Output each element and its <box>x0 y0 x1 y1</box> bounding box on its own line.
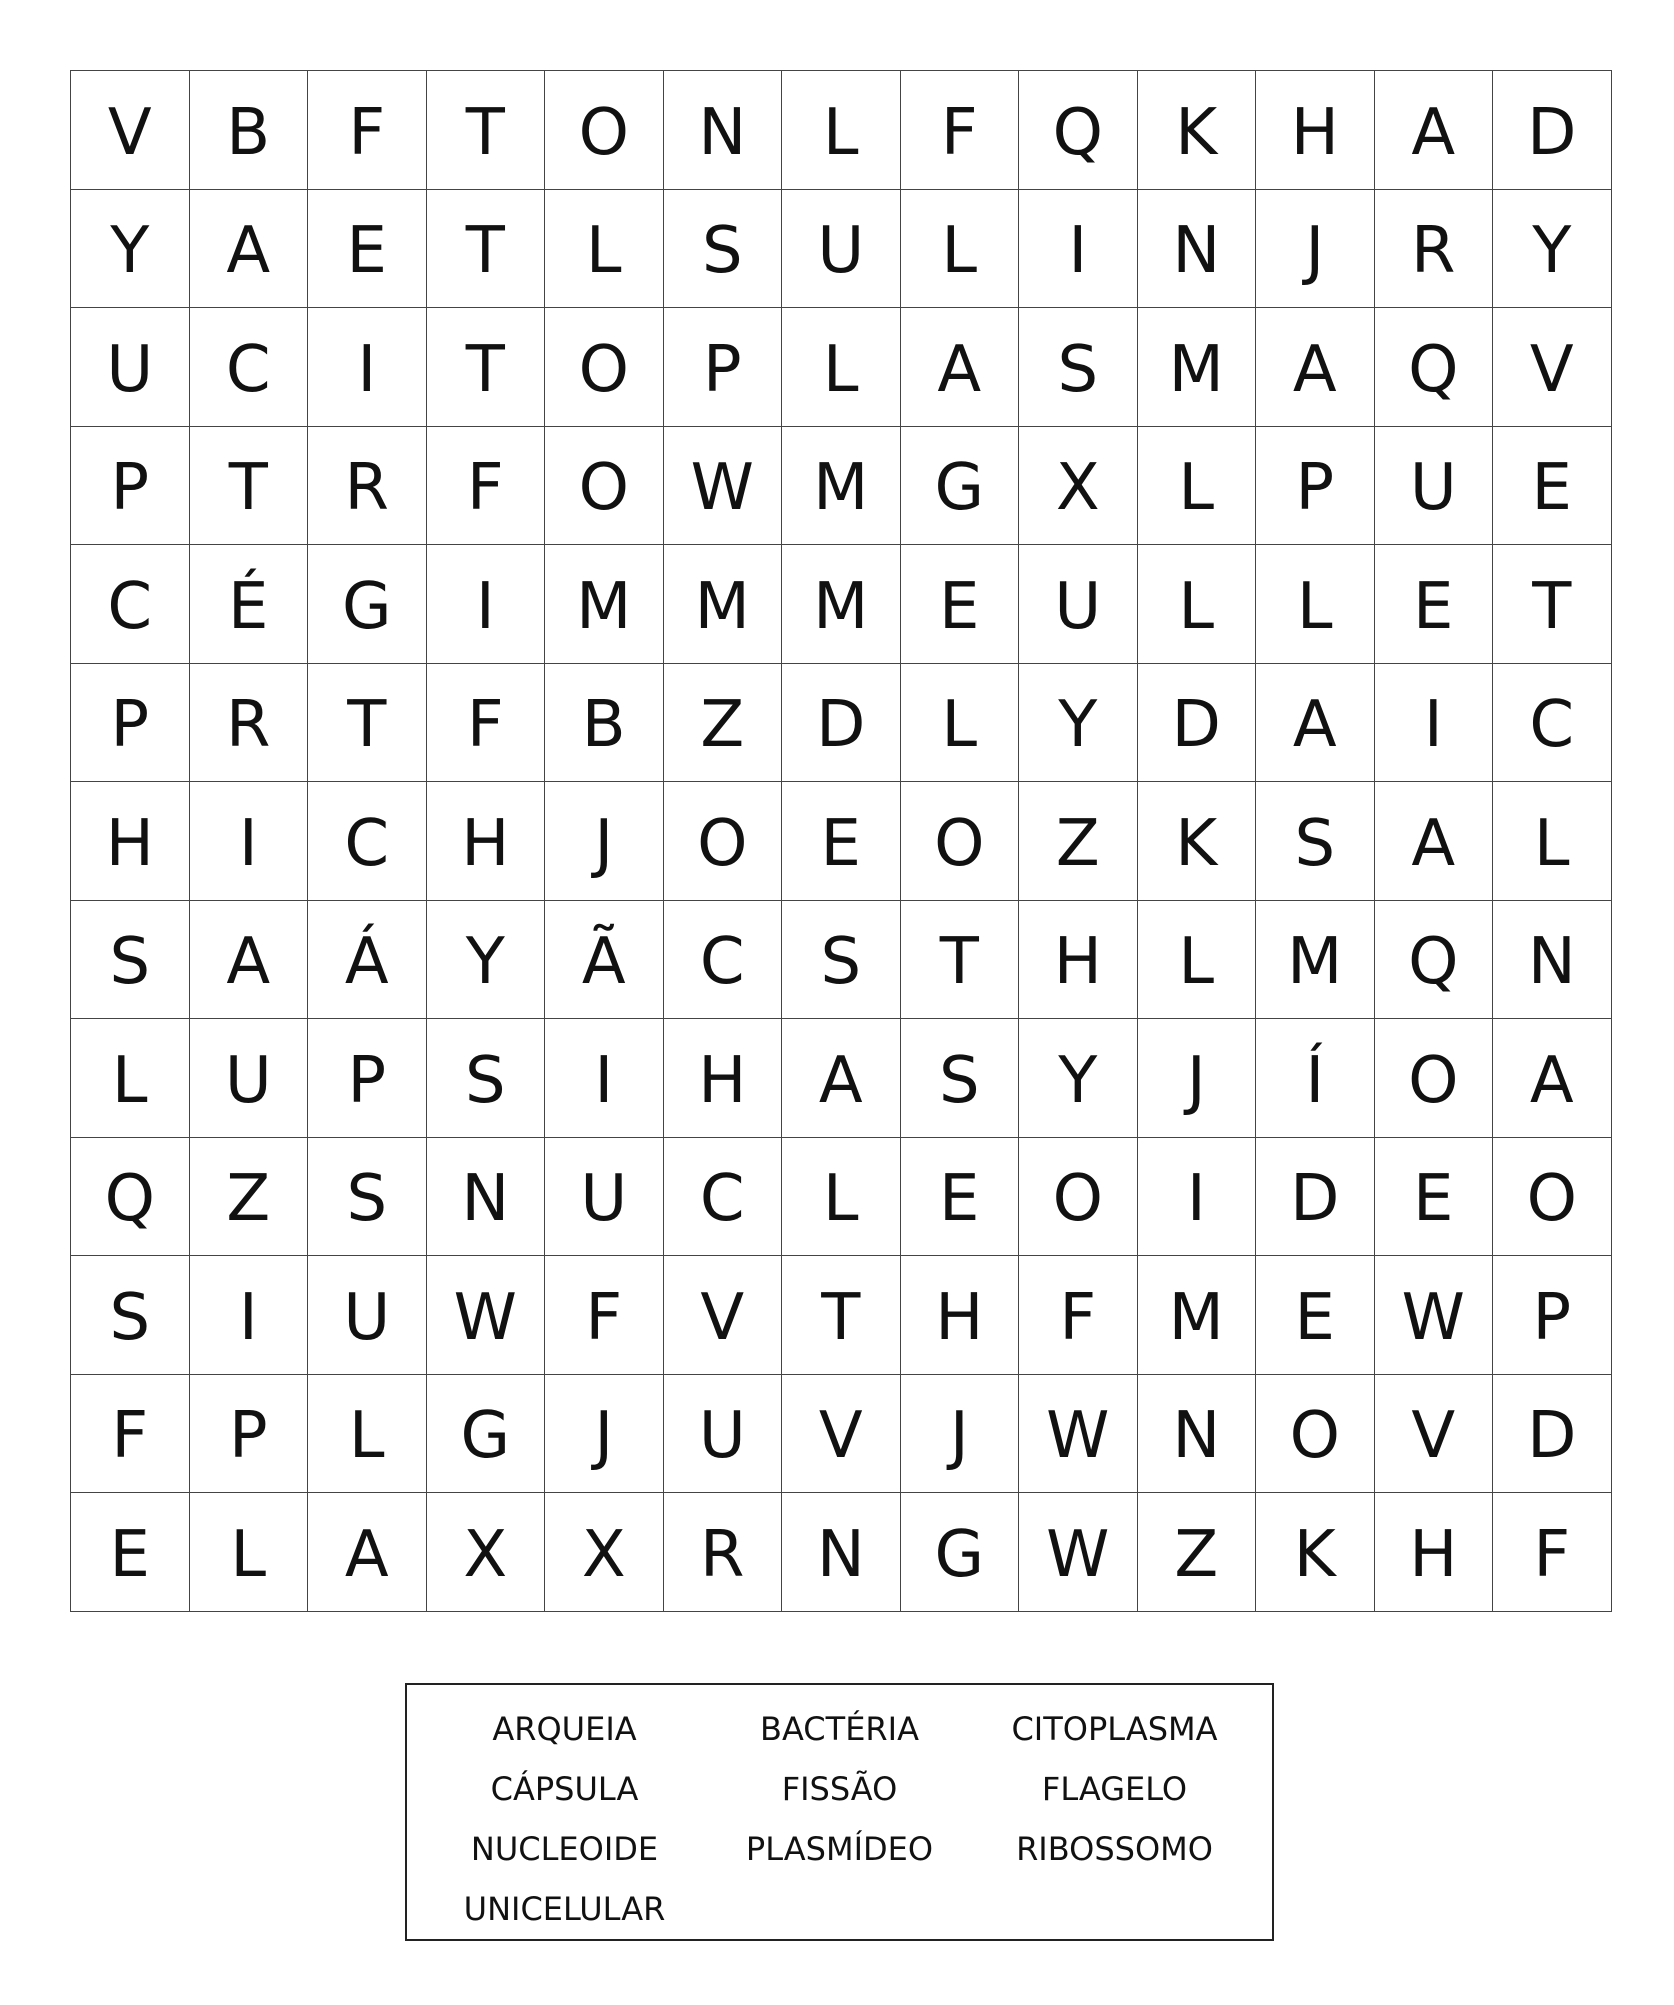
grid-cell[interactable]: E <box>1375 1138 1494 1257</box>
grid-cell[interactable]: H <box>1019 901 1138 1020</box>
grid-cell[interactable]: S <box>901 1019 1020 1138</box>
grid-cell[interactable]: C <box>190 308 309 427</box>
grid-cell[interactable]: F <box>71 1375 190 1494</box>
grid-cell[interactable]: M <box>545 545 664 664</box>
grid-cell[interactable]: U <box>664 1375 783 1494</box>
grid-cell[interactable]: J <box>1138 1019 1257 1138</box>
grid-cell[interactable]: M <box>782 545 901 664</box>
grid-cell[interactable]: L <box>545 190 664 309</box>
grid-cell[interactable]: A <box>901 308 1020 427</box>
grid-cell[interactable]: A <box>1493 1019 1612 1138</box>
grid-cell[interactable]: W <box>1375 1256 1494 1375</box>
word-list-item: PLASMÍDEO <box>745 1830 934 1868</box>
grid-cell[interactable]: K <box>1138 71 1257 190</box>
grid-cell[interactable]: C <box>664 901 783 1020</box>
grid-cell[interactable]: N <box>427 1138 546 1257</box>
grid-cell[interactable]: L <box>1138 545 1257 664</box>
grid-cell[interactable]: D <box>782 664 901 783</box>
grid-cell[interactable]: D <box>1493 1375 1612 1494</box>
grid-cell[interactable]: T <box>308 664 427 783</box>
grid-cell[interactable]: F <box>1019 1256 1138 1375</box>
grid-cell[interactable]: Z <box>664 664 783 783</box>
word-list-item: UNICELULAR <box>463 1890 666 1928</box>
grid-cell[interactable]: I <box>427 545 546 664</box>
grid-cell[interactable]: I <box>308 308 427 427</box>
grid-cell[interactable]: N <box>782 1493 901 1612</box>
grid-cell[interactable]: I <box>190 782 309 901</box>
word-list <box>405 1683 1274 1941</box>
grid-cell[interactable]: E <box>1256 1256 1375 1375</box>
grid-cell[interactable]: O <box>664 782 783 901</box>
grid-cell[interactable]: T <box>190 427 309 546</box>
grid-cell[interactable]: Q <box>1019 71 1138 190</box>
word-list-item: FLAGELO <box>1041 1770 1188 1808</box>
word-list-item: FISSÃO <box>781 1770 898 1808</box>
word-list-item: CÁPSULA <box>490 1770 639 1808</box>
grid-cell[interactable]: P <box>71 427 190 546</box>
grid-cell[interactable]: A <box>1375 71 1494 190</box>
grid-cell[interactable]: S <box>664 190 783 309</box>
grid-cell[interactable]: B <box>190 71 309 190</box>
grid-cell[interactable]: H <box>901 1256 1020 1375</box>
grid-cell[interactable]: L <box>1493 782 1612 901</box>
grid-cell[interactable]: Q <box>71 1138 190 1257</box>
grid-cell[interactable]: S <box>427 1019 546 1138</box>
grid-cell[interactable]: T <box>427 308 546 427</box>
grid-cell[interactable]: G <box>427 1375 546 1494</box>
grid-cell[interactable]: W <box>664 427 783 546</box>
grid-cell[interactable]: N <box>664 71 783 190</box>
grid-cell[interactable]: E <box>308 190 427 309</box>
grid-cell[interactable]: R <box>308 427 427 546</box>
grid-cell[interactable]: P <box>664 308 783 427</box>
grid-cell[interactable]: V <box>664 1256 783 1375</box>
grid-cell[interactable]: T <box>1493 545 1612 664</box>
grid-cell[interactable]: I <box>1019 190 1138 309</box>
grid-cell[interactable]: E <box>901 1138 1020 1257</box>
grid-cell[interactable]: P <box>190 1375 309 1494</box>
grid-cell[interactable]: J <box>545 1375 664 1494</box>
grid-cell[interactable]: E <box>782 782 901 901</box>
grid-cell[interactable]: U <box>71 308 190 427</box>
grid-cell[interactable]: J <box>1256 190 1375 309</box>
grid-cell[interactable]: H <box>427 782 546 901</box>
grid-cell[interactable]: T <box>782 1256 901 1375</box>
grid-cell[interactable]: Ã <box>545 901 664 1020</box>
grid-cell[interactable]: S <box>782 901 901 1020</box>
grid-cell[interactable]: F <box>1493 1493 1612 1612</box>
word-list-item: BACTÉRIA <box>760 1710 919 1748</box>
grid-cell[interactable]: L <box>782 308 901 427</box>
grid-cell[interactable]: J <box>901 1375 1020 1494</box>
grid-cell[interactable]: P <box>308 1019 427 1138</box>
grid-cell[interactable]: L <box>1138 427 1257 546</box>
grid-cell[interactable]: A <box>1256 308 1375 427</box>
grid-cell[interactable]: P <box>1493 1256 1612 1375</box>
grid-cell[interactable]: O <box>545 427 664 546</box>
grid-cell[interactable]: E <box>1375 545 1494 664</box>
grid-cell[interactable]: L <box>308 1375 427 1494</box>
grid-cell[interactable]: F <box>901 71 1020 190</box>
grid-cell[interactable]: G <box>901 1493 1020 1612</box>
grid-cell[interactable]: U <box>190 1019 309 1138</box>
grid-cell[interactable]: N <box>1138 1375 1257 1494</box>
grid-cell[interactable]: A <box>1375 782 1494 901</box>
grid-cell[interactable]: A <box>190 190 309 309</box>
grid-cell[interactable]: L <box>782 71 901 190</box>
grid-cell[interactable]: S <box>1019 308 1138 427</box>
grid-cell[interactable]: L <box>782 1138 901 1257</box>
grid-cell[interactable]: T <box>427 71 546 190</box>
grid-cell[interactable]: W <box>427 1256 546 1375</box>
grid-cell[interactable]: X <box>427 1493 546 1612</box>
grid-cell[interactable]: V <box>1493 308 1612 427</box>
grid-cell[interactable]: K <box>1138 782 1257 901</box>
grid-cell[interactable]: H <box>1375 1493 1494 1612</box>
word-list-item: CITOPLASMA <box>1011 1710 1218 1748</box>
grid-cell[interactable]: O <box>901 782 1020 901</box>
grid-cell[interactable]: Q <box>1375 308 1494 427</box>
grid-cell[interactable]: U <box>782 190 901 309</box>
grid-cell[interactable]: D <box>1256 1138 1375 1257</box>
grid-cell[interactable]: L <box>901 664 1020 783</box>
grid-cell[interactable]: E <box>901 545 1020 664</box>
grid-cell[interactable]: S <box>1256 782 1375 901</box>
grid-cell[interactable]: M <box>1138 308 1257 427</box>
grid-cell[interactable]: O <box>1493 1138 1612 1257</box>
grid-cell[interactable]: R <box>190 664 309 783</box>
grid-cell[interactable]: Á <box>308 901 427 1020</box>
grid-cell[interactable]: C <box>1493 664 1612 783</box>
grid-cell[interactable]: I <box>190 1256 309 1375</box>
grid-cell[interactable]: H <box>664 1019 783 1138</box>
grid-cell[interactable]: K <box>1256 1493 1375 1612</box>
grid-cell[interactable]: M <box>1138 1256 1257 1375</box>
grid-cell[interactable]: M <box>1256 901 1375 1020</box>
grid-cell[interactable]: G <box>901 427 1020 546</box>
grid-cell[interactable]: W <box>1019 1493 1138 1612</box>
grid-cell[interactable]: Z <box>190 1138 309 1257</box>
grid-cell[interactable]: P <box>71 664 190 783</box>
grid-cell[interactable]: O <box>1019 1138 1138 1257</box>
grid-cell[interactable]: F <box>427 427 546 546</box>
grid-cell[interactable]: Z <box>1138 1493 1257 1612</box>
grid-cell[interactable]: M <box>782 427 901 546</box>
grid-cell[interactable]: H <box>1256 71 1375 190</box>
grid-cell[interactable]: U <box>308 1256 427 1375</box>
word-list-item: RIBOSSOMO <box>1016 1830 1213 1868</box>
grid-cell[interactable]: L <box>71 1019 190 1138</box>
grid-cell[interactable]: X <box>1019 427 1138 546</box>
grid-cell[interactable]: D <box>1493 71 1612 190</box>
grid-cell[interactable]: F <box>427 664 546 783</box>
grid-cell[interactable]: T <box>427 190 546 309</box>
grid-cell[interactable]: O <box>1375 1019 1494 1138</box>
grid-cell[interactable]: A <box>782 1019 901 1138</box>
grid-cell[interactable]: O <box>1256 1375 1375 1494</box>
grid-cell[interactable]: Q <box>1375 901 1494 1020</box>
grid-cell[interactable]: L <box>1256 545 1375 664</box>
grid-cell[interactable]: N <box>1138 190 1257 309</box>
grid-cell[interactable]: I <box>1138 1138 1257 1257</box>
grid-cell[interactable]: E <box>1493 427 1612 546</box>
grid-cell[interactable]: L <box>901 190 1020 309</box>
grid-cell[interactable]: Y <box>427 901 546 1020</box>
grid-cell[interactable]: Z <box>1019 782 1138 901</box>
grid-cell[interactable]: L <box>1138 901 1257 1020</box>
grid-cell[interactable]: X <box>545 1493 664 1612</box>
grid-cell[interactable]: V <box>71 71 190 190</box>
grid-cell[interactable]: C <box>308 782 427 901</box>
grid-cell[interactable]: S <box>71 901 190 1020</box>
grid-cell[interactable]: A <box>190 901 309 1020</box>
grid-cell[interactable]: P <box>1256 427 1375 546</box>
grid-cell[interactable]: Í <box>1256 1019 1375 1138</box>
grid-cell[interactable]: É <box>190 545 309 664</box>
grid-cell[interactable]: C <box>71 545 190 664</box>
grid-cell[interactable]: U <box>545 1138 664 1257</box>
grid-cell[interactable]: N <box>1493 901 1612 1020</box>
grid-cell[interactable]: J <box>545 782 664 901</box>
grid-cell[interactable]: T <box>901 901 1020 1020</box>
grid-cell[interactable]: I <box>545 1019 664 1138</box>
grid-cell[interactable]: S <box>308 1138 427 1257</box>
grid-cell[interactable]: B <box>545 664 664 783</box>
grid-cell[interactable]: A <box>1256 664 1375 783</box>
grid-cell[interactable]: A <box>308 1493 427 1612</box>
word-list-item: ARQUEIA <box>492 1710 637 1748</box>
grid-cell[interactable]: M <box>664 545 783 664</box>
grid-cell[interactable]: L <box>190 1493 309 1612</box>
grid-cell[interactable]: H <box>71 782 190 901</box>
grid-cell[interactable]: V <box>782 1375 901 1494</box>
grid-cell[interactable]: V <box>1375 1375 1494 1494</box>
grid-cell[interactable]: Y <box>1019 664 1138 783</box>
grid-cell[interactable]: C <box>664 1138 783 1257</box>
grid-cell[interactable]: U <box>1375 427 1494 546</box>
grid-cell[interactable]: Y <box>1493 190 1612 309</box>
grid-cell[interactable]: U <box>1019 545 1138 664</box>
grid-cell[interactable]: F <box>545 1256 664 1375</box>
grid-cell[interactable]: D <box>1138 664 1257 783</box>
grid-cell[interactable]: F <box>308 71 427 190</box>
grid-cell[interactable]: O <box>545 308 664 427</box>
grid-cell[interactable]: O <box>545 71 664 190</box>
letter-grid <box>70 70 1612 1612</box>
grid-cell[interactable]: S <box>71 1256 190 1375</box>
grid-cell[interactable]: Y <box>71 190 190 309</box>
grid-cell[interactable]: E <box>71 1493 190 1612</box>
grid-cell[interactable]: G <box>308 545 427 664</box>
grid-cell[interactable]: R <box>664 1493 783 1612</box>
grid-cell[interactable]: I <box>1375 664 1494 783</box>
grid-cell[interactable]: R <box>1375 190 1494 309</box>
word-list-item: NUCLEOIDE <box>470 1830 659 1868</box>
grid-cell[interactable]: Y <box>1019 1019 1138 1138</box>
grid-cell[interactable]: W <box>1019 1375 1138 1494</box>
